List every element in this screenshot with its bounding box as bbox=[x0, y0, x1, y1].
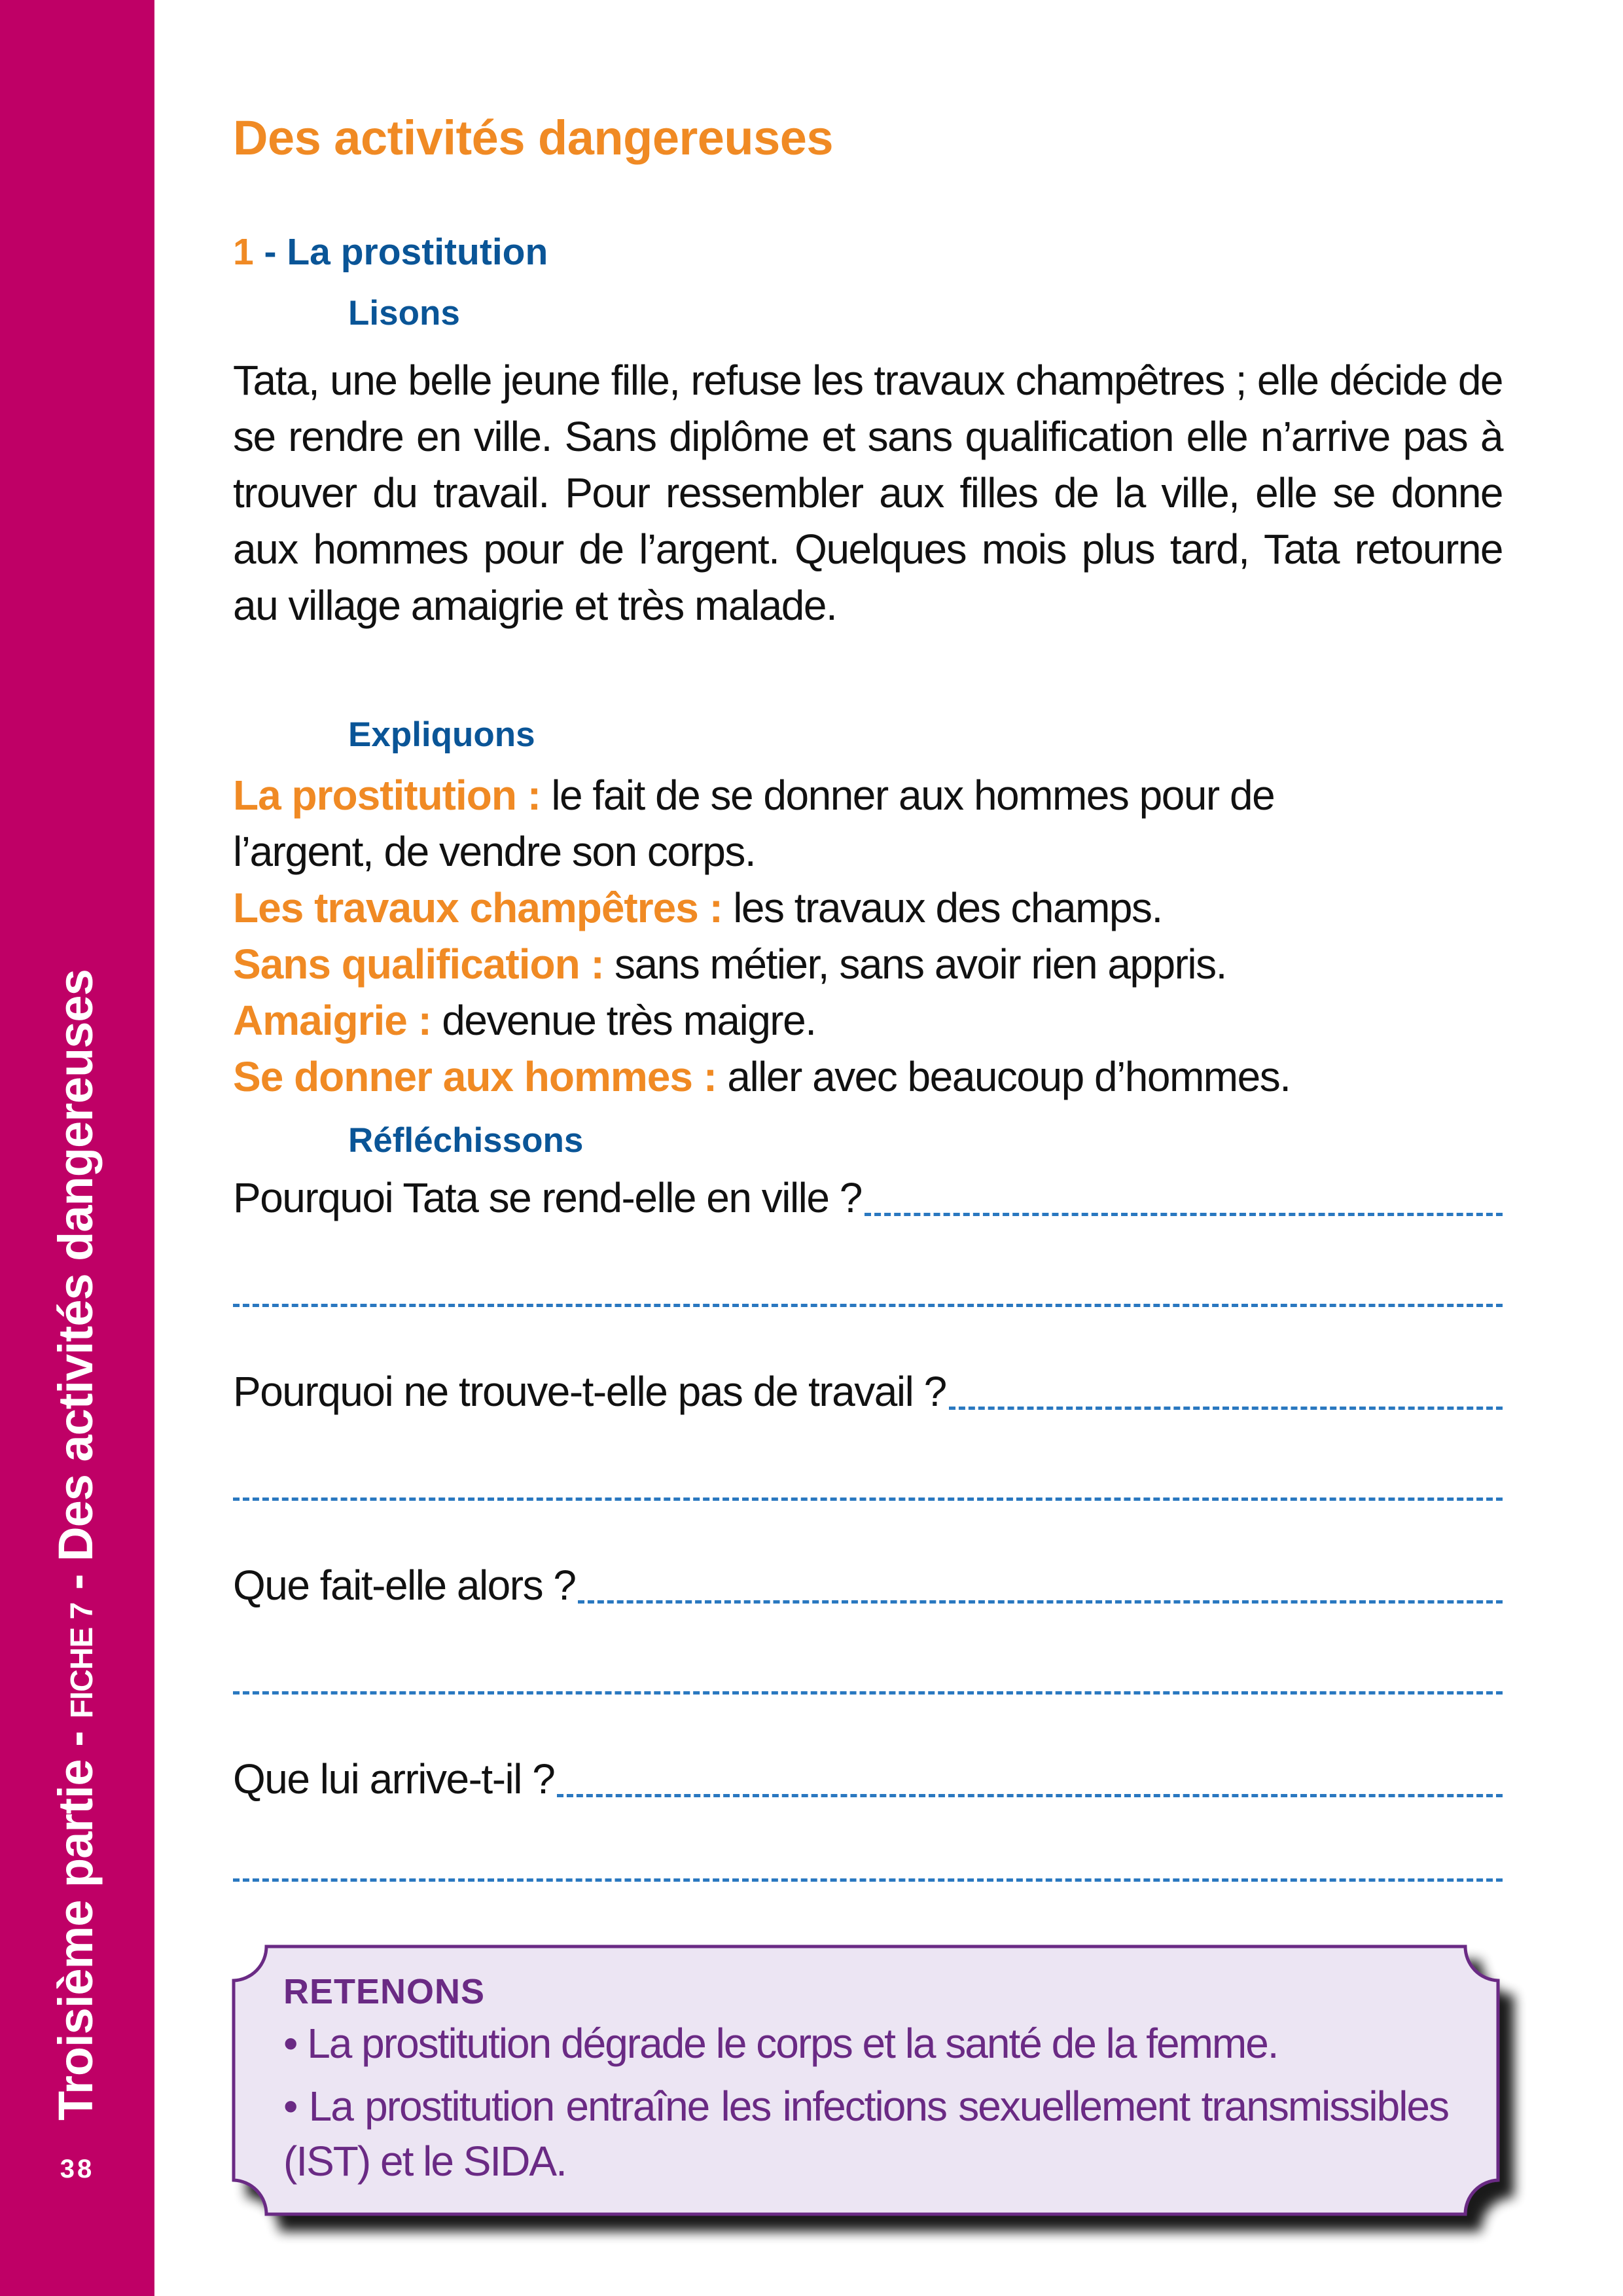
definition-term: Les travaux champêtres : bbox=[233, 884, 722, 931]
definition-term: La prostitution : bbox=[233, 772, 541, 819]
answer-line[interactable] bbox=[233, 1304, 1503, 1307]
answer-line[interactable] bbox=[865, 1213, 1503, 1216]
page-number: 38 bbox=[60, 2155, 95, 2183]
expliquons-heading: Expliquons bbox=[348, 715, 535, 754]
question-4 bbox=[233, 1753, 1503, 1805]
reflechissons-heading: Réfléchissons bbox=[348, 1121, 584, 1160]
retenons-box bbox=[232, 1945, 1499, 2215]
question-text: Que lui arrive-t-il ? bbox=[233, 1755, 555, 1803]
definition-term: Sans qualification : bbox=[233, 941, 604, 988]
question-1 bbox=[233, 1172, 1503, 1224]
definition-continuation: l’argent, de vendre son corps. bbox=[233, 828, 756, 875]
lisons-text: Tata, une belle jeune fille, refuse les travaux champêtres ; elle décide de se rendre en ville. Sans diplôme et sans qualification elle n’arrive pas à trouver du travail. Pour ressembler aux filles de la ville, elle se donne aux hommes pour de l’argent. Quelques mois plus tard, Tata retourne au village amaigrie et très malade. bbox=[233, 357, 1503, 629]
sidebar-band bbox=[0, 0, 154, 2296]
section-separator: - bbox=[253, 231, 287, 273]
definitions-list bbox=[233, 767, 1535, 1105]
question-3 bbox=[233, 1559, 1503, 1611]
retenons-item: • La prostitution entraîne les infections sexuellement transmissibles (IST) et le SIDA. bbox=[283, 2083, 1448, 2185]
definition-item bbox=[233, 1049, 1535, 1105]
section-number: 1 bbox=[233, 231, 254, 273]
section-title: La prostitution bbox=[287, 231, 548, 273]
answer-line[interactable] bbox=[233, 1691, 1503, 1695]
retenons-item: • La prostitution dégrade le corps et la santé de la femme. bbox=[283, 2020, 1278, 2067]
definition-text: le fait de se donner aux hommes pour de bbox=[541, 772, 1275, 819]
question-text: Pourquoi ne trouve-t-elle pas de travail ? bbox=[233, 1368, 946, 1415]
sidebar-topic: - Des activités dangereuses bbox=[48, 969, 103, 1603]
answer-line[interactable] bbox=[233, 1878, 1503, 1882]
lisons-heading: Lisons bbox=[348, 294, 460, 332]
retenons-heading: RETENONS bbox=[283, 1972, 486, 2011]
page-title: Des activités dangereuses bbox=[233, 111, 834, 165]
sidebar-fiche: FICHE 7 bbox=[65, 1602, 99, 1719]
definition-text: les travaux des champs. bbox=[722, 884, 1162, 931]
definition-item bbox=[233, 936, 1535, 992]
section-heading bbox=[233, 230, 548, 274]
definition-item bbox=[233, 992, 1535, 1049]
answer-line[interactable] bbox=[557, 1794, 1503, 1797]
retenons-content bbox=[283, 1971, 1448, 2189]
definition-term: Se donner aux hommes : bbox=[233, 1053, 717, 1100]
definition-text: sans métier, sans avoir rien appris. bbox=[603, 941, 1226, 988]
definition-term: Amaigrie : bbox=[233, 997, 431, 1044]
answer-line[interactable] bbox=[233, 1498, 1503, 1501]
definition-text: aller avec beaucoup d’hommes. bbox=[717, 1053, 1291, 1100]
definition-text: devenue très maigre. bbox=[431, 997, 816, 1044]
question-text: Que fait-elle alors ? bbox=[233, 1562, 576, 1609]
definition-item bbox=[233, 767, 1535, 823]
answer-line[interactable] bbox=[949, 1407, 1503, 1410]
question-2 bbox=[233, 1365, 1503, 1418]
sidebar-part: Troisième partie - bbox=[48, 1718, 103, 2121]
sidebar-running-title bbox=[43, 969, 115, 2121]
answer-line[interactable] bbox=[578, 1600, 1503, 1604]
question-text: Pourquoi Tata se rend-elle en ville ? bbox=[233, 1174, 862, 1221]
definition-item bbox=[233, 880, 1535, 936]
